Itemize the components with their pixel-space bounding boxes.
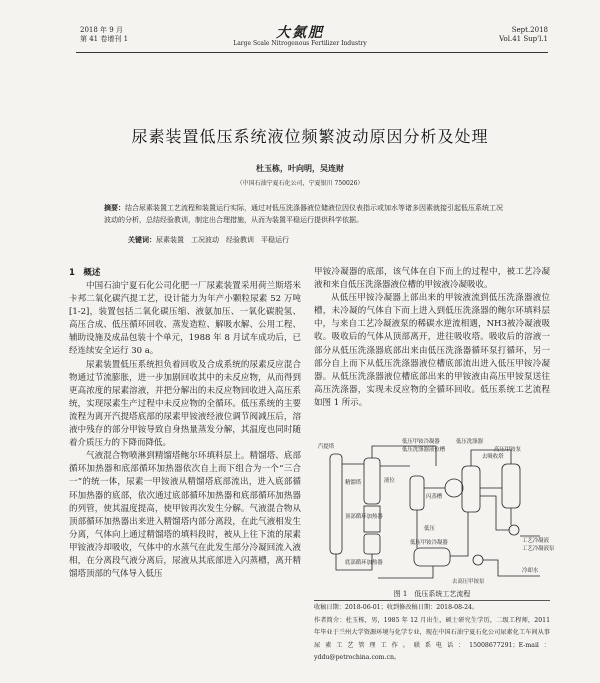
journal-issue-right bbox=[499, 26, 548, 44]
section-heading: 1 概述 bbox=[69, 268, 101, 278]
bottom-heater bbox=[364, 534, 380, 554]
fig-label: 低压甲铵冷凝器 bbox=[410, 540, 448, 546]
issue-volume-en: Vol.41 Sup'l.1 bbox=[499, 35, 548, 43]
fig-label: 高压甲铵泵 bbox=[494, 447, 521, 453]
keywords-label: 关键词： bbox=[128, 236, 156, 244]
abstract-text: 结合尿素装置工艺流程和装置运行实际，通过对低压洗涤器液位储液位因仪表指示或加水等诸多因素就接引起低压系统工况波动的分析，总结经验教训，制定出合理措施，从而为装置平稳运行提供科学依据。 bbox=[104, 204, 503, 224]
footnote-rule bbox=[314, 600, 550, 601]
process-flow-diagram bbox=[318, 436, 555, 586]
paragraph: 从低压甲铵冷凝器上部出来的甲铵液流到低压洗涤器液位槽，未冷凝的气体自下而上进入到低压洗涤器的鲍尔环填料层中，与来自工艺冷凝液泵的稀碳水逆流相遇，NH3被冷凝液吸收。吸收后的气体从顶部离开，进往吸收塔。吸收后的溶液一部分从低压洗涤器底部出来由低压洗涤器循环泵打循环，另一部分自上而下从低压洗涤器液位槽底部流出进入低压甲铵冷凝器。从低压洗涤器液位槽底部出来的甲铵液由高压甲铵泵送往高压洗涤器，实现未反应物的全循环回收。低压系统工艺流程如图 1 所示。 bbox=[314, 293, 550, 408]
fig-label: 液位 bbox=[384, 478, 395, 484]
fig-label: 低压 bbox=[424, 526, 435, 532]
issue-volume: 第 41 卷增刊 1 bbox=[80, 35, 129, 43]
level-tank bbox=[502, 464, 520, 508]
fig-label: 汽提塔 bbox=[318, 444, 335, 450]
keywords-text: 尿素装置 工况波动 经验教训 平稳运行 bbox=[156, 236, 289, 244]
stripper-vessel bbox=[330, 454, 342, 554]
circulation-pump bbox=[473, 555, 483, 565]
fig-label: 底部循环加热器 bbox=[345, 560, 383, 566]
process-flow-figure bbox=[318, 436, 555, 586]
paragraph: 气液混合物喷淋到精馏塔鲍尔环填料层上。精馏塔、底部循环加热器和底部循环加热器依次自上而下组合为一个“三合一”的统一体，尿素一甲铵液从精馏塔底部流出，进入底部循环加热器的底部，依次通过底部循环加热器和底部循环加热器的列管，使其温度提高，使甲铵再次发生分解。气液混合物从顶部循环加热器出来进入精馏塔内部分离段，在此气液相发生分离，气体向上通过精馏塔的填料段时，被从上往下流的尿素甲铵液冷却吸收，气体中的水蒸气在此发生部分冷凝回流入液相，在分离段气液分离后，尿液从其底部进入闪蒸槽，离开精馏塔顶部的气体导入低压 bbox=[69, 451, 301, 580]
fig-label: 工艺冷凝液 bbox=[522, 538, 549, 544]
fig-label: 闪蒸槽 bbox=[426, 494, 443, 500]
condensate-pump bbox=[509, 525, 519, 535]
fig-label: 顶部循环加热器 bbox=[345, 514, 383, 520]
journal-english-name: Large Scale Nitrogenous Fertilizer Industry bbox=[233, 40, 367, 47]
footnote-received: 收稿日期：2018-06-01；收到修改稿日期：2018-08-24。 bbox=[314, 604, 479, 611]
issue-date-en: Sept.2018 bbox=[511, 26, 548, 34]
paragraph: 中国石油宁夏石化公司化肥一厂尿素装置采用荷兰斯塔米卡邦二氧化碳汽提工艺，设计能力为年产小颗粒尿素 52 万吨[1-2]，装置包括二氧化碳压缩、液氨加压、一氧化碳脱氢、高压合成、低压循环回收、蒸发造粒、解吸水解、公用工程、辅助设施及成品包装十个单元，1988 年 8 月试车成功后，已经连续安全运行 30 a。 bbox=[69, 281, 301, 357]
fig-label: 冷却水 bbox=[522, 568, 539, 574]
keywords bbox=[128, 235, 508, 245]
fig-label: 工艺冷凝液泵 bbox=[522, 546, 555, 552]
article-authors: 杜玉栋，叶向明，吴连财 bbox=[256, 164, 344, 173]
fig-label: 低压洗涤器 bbox=[456, 439, 483, 445]
paragraph: 尿素装置低压系统担负着回收及合成系统的尿素反应混合物通过节流膨胀，进一步加剧回收其中的未反应物，从而得到更高浓度的尿素溶液，并把分解出的未反应物回收进入高压系统，实现尿素生产过程中未反应物的全循环。低压系统的主要流程为离开汽提塔底部的尿素甲铵液经液位调节阀减压后，溶液中残存的部分甲铵导致自身热量蒸发分解，其温度也同时随着介质压力的下降而降低。 bbox=[69, 359, 301, 449]
right-column bbox=[314, 266, 550, 410]
journal-logo: 大氮肥 bbox=[276, 25, 324, 41]
fig-label: 低压甲铵冷凝器 bbox=[402, 439, 440, 445]
fig-label: 低压洗涤器液位槽 bbox=[402, 447, 446, 453]
level-drum bbox=[445, 479, 463, 497]
figure-caption: 图 1 低压系统工艺流程 bbox=[393, 590, 471, 598]
left-column bbox=[69, 266, 301, 581]
paragraph: 甲铵冷凝器的底部，该气体在自下而上的过程中，被工艺冷凝液和来自低压洗涤器液位槽的甲铵液冷凝吸收。 bbox=[314, 267, 550, 291]
fig-label: 去高压甲铵泵 bbox=[452, 579, 485, 585]
abstract-label: 摘要： bbox=[104, 204, 125, 212]
fig-label: 去吸收塔 bbox=[482, 454, 504, 460]
issue-date: 2018 年 9 月 bbox=[80, 26, 123, 34]
lp-condenser bbox=[414, 548, 450, 566]
abstract bbox=[104, 202, 504, 226]
article-title: 尿素装置低压系统液位频繁波动原因分析及处理 bbox=[131, 127, 489, 146]
flash-tank bbox=[410, 476, 424, 510]
lp-scrubber bbox=[462, 466, 480, 512]
article-affiliation: （中国石油宁夏石化公司，宁夏银川 750026） bbox=[236, 180, 364, 187]
rectifier-column bbox=[364, 458, 380, 504]
footnotes bbox=[314, 602, 550, 665]
fig-label: 精馏塔 bbox=[345, 480, 362, 486]
footnote-author: 作者简介：杜玉栋，男，1985 年 12 月出生，硕士研究生学历，二级工程师，2011 年毕业于兰州大学资源环境与化学专业，现在中国石油宁夏石化公司尿素化工车间从事尿素工艺管理工作。联系电话：15008677291；E-mail：yddu@petrochina.com.cn。 bbox=[314, 616, 550, 661]
header-rule bbox=[76, 52, 548, 53]
